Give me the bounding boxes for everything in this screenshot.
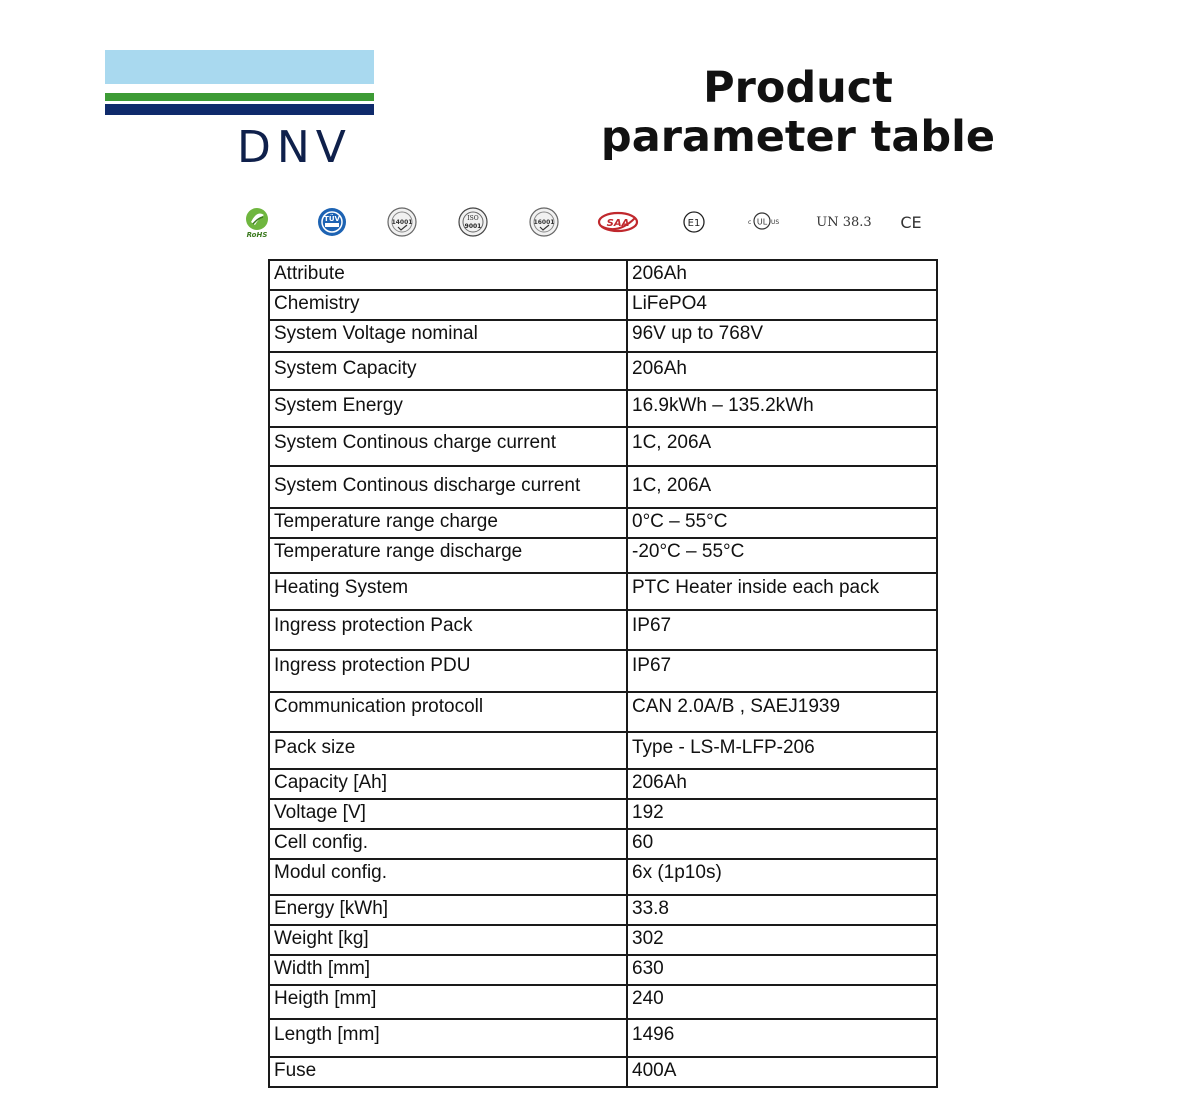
svg-text:TÜV: TÜV (324, 215, 340, 223)
table-row (269, 610, 937, 650)
table-row (269, 829, 937, 859)
attribute-cell: Heigth [mm] (269, 985, 627, 1019)
table-row (269, 955, 937, 985)
value-cell: 1496 (627, 1019, 937, 1057)
attribute-cell: Temperature range charge (269, 508, 627, 538)
value-cell: IP67 (627, 610, 937, 650)
logo-green-band (105, 93, 374, 101)
attribute-cell: Width [mm] (269, 955, 627, 985)
table-row (269, 925, 937, 955)
table-row (269, 466, 937, 508)
attribute-cell: Communication protocoll (269, 692, 627, 732)
svg-text:SAA: SAA (606, 218, 630, 229)
value-cell: 192 (627, 799, 937, 829)
value-cell: PTC Heater inside each pack (627, 573, 937, 610)
parameter-table-body (269, 260, 937, 1087)
value-cell: 6x (1p10s) (627, 859, 937, 895)
attribute-cell: Energy [kWh] (269, 895, 627, 925)
table-row (269, 859, 937, 895)
table-row (269, 427, 937, 466)
logo-sky-band (105, 50, 374, 84)
attribute-cell: Modul config. (269, 859, 627, 895)
value-cell: CAN 2.0A/B , SAEJ1939 (627, 692, 937, 732)
table-row (269, 732, 937, 769)
table-row (269, 260, 937, 290)
attribute-cell: Heating System (269, 573, 627, 610)
table-row (269, 573, 937, 610)
attribute-cell: System Energy (269, 390, 627, 427)
attribute-cell: Chemistry (269, 290, 627, 320)
value-cell: IP67 (627, 650, 937, 692)
svg-text:UL: UL (756, 217, 768, 227)
attribute-cell: Voltage [V] (269, 799, 627, 829)
attribute-cell: Weight [kg] (269, 925, 627, 955)
attribute-cell: Pack size (269, 732, 627, 769)
table-row (269, 352, 937, 390)
saa-icon (596, 206, 640, 238)
attribute-cell: Capacity [Ah] (269, 769, 627, 799)
dnv-logo (105, 50, 374, 173)
attribute-cell: Temperature range discharge (269, 538, 627, 573)
value-cell: 16.9kWh – 135.2kWh (627, 390, 937, 427)
value-cell: 1C, 206A (627, 466, 937, 508)
attribute-cell: Attribute (269, 260, 627, 290)
value-cell: 302 (627, 925, 937, 955)
value-cell: -20°C – 55°C (627, 538, 937, 573)
iso16001-icon (527, 206, 561, 238)
svg-text:E1: E1 (687, 218, 701, 229)
value-cell: 33.8 (627, 895, 937, 925)
tuv-icon (315, 206, 349, 238)
value-cell: 400A (627, 1057, 937, 1087)
svg-text:9001: 9001 (464, 223, 482, 230)
value-cell: 206Ah (627, 769, 937, 799)
table-row (269, 799, 937, 829)
value-cell: 240 (627, 985, 937, 1019)
parameter-table (268, 259, 938, 1088)
attribute-cell: System Continous discharge current (269, 466, 627, 508)
svg-text:ISO: ISO (467, 215, 479, 222)
attribute-cell: Ingress protection PDU (269, 650, 627, 692)
table-row (269, 508, 937, 538)
table-row (269, 985, 937, 1019)
iso14001-icon (385, 206, 419, 238)
e1-icon (680, 206, 708, 238)
svg-text:16001: 16001 (533, 219, 555, 226)
value-cell: 96V up to 768V (627, 320, 937, 352)
logo-wordmark: DNV (237, 122, 352, 173)
attribute-cell: Ingress protection Pack (269, 610, 627, 650)
iso9001-icon (456, 206, 490, 238)
attribute-cell: Length [mm] (269, 1019, 627, 1057)
value-cell: 630 (627, 955, 937, 985)
page-title (560, 64, 1036, 162)
table-row (269, 390, 937, 427)
svg-text:US: US (771, 219, 780, 226)
page-title-line1: Product (703, 63, 893, 113)
value-cell: LiFePO4 (627, 290, 937, 320)
table-row (269, 692, 937, 732)
value-cell: 1C, 206A (627, 427, 937, 466)
svg-text:14001: 14001 (391, 219, 413, 226)
table-row (269, 290, 937, 320)
logo-navy-band (105, 104, 374, 115)
svg-text:c: c (748, 219, 752, 226)
rohs-icon (240, 206, 274, 238)
value-cell: 60 (627, 829, 937, 859)
un383-label: UN 38.3 (816, 214, 872, 230)
value-cell: Type - LS-M-LFP-206 (627, 732, 937, 769)
table-row (269, 538, 937, 573)
ce-mark-icon: CE (900, 212, 922, 232)
table-row (269, 1019, 937, 1057)
attribute-cell: Cell config. (269, 829, 627, 859)
svg-text:RoHS: RoHS (246, 231, 268, 238)
table-row (269, 320, 937, 352)
table-row (269, 1057, 937, 1087)
attribute-cell: System Voltage nominal (269, 320, 627, 352)
value-cell: 206Ah (627, 352, 937, 390)
attribute-cell: System Continous charge current (269, 427, 627, 466)
table-row (269, 650, 937, 692)
table-row (269, 895, 937, 925)
value-cell: 0°C – 55°C (627, 508, 937, 538)
attribute-cell: Fuse (269, 1057, 627, 1087)
ul-icon (744, 206, 782, 238)
table-row (269, 769, 937, 799)
attribute-cell: System Capacity (269, 352, 627, 390)
value-cell: 206Ah (627, 260, 937, 290)
page-title-line2: parameter table (600, 112, 996, 162)
